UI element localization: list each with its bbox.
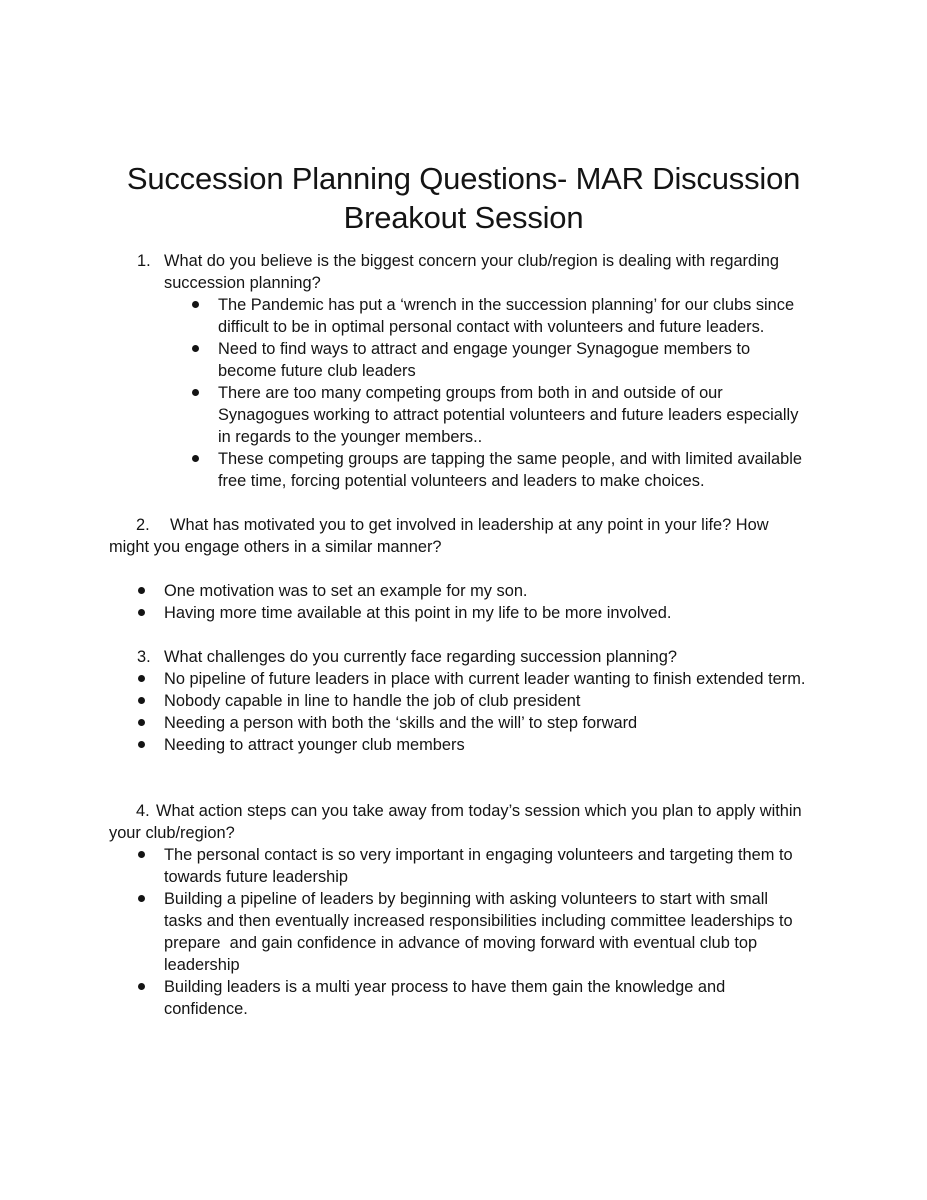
document-title (0, 159, 927, 237)
question-text: What action steps can you take away from today’s session which you plan to apply within (156, 802, 802, 820)
bullet-icon (138, 697, 145, 704)
bullet-text: Synagogues working to attract potential volunteers and future leaders especially (218, 406, 799, 424)
bullet-text: become future club leaders (218, 362, 416, 380)
bullet-icon (192, 301, 199, 308)
bullet-text: free time, forcing potential volunteers and leaders to make choices. (218, 472, 705, 490)
title-line: Breakout Session (343, 199, 584, 235)
question-number: 2. (136, 516, 150, 534)
bullet-text: in regards to the younger members.. (218, 428, 483, 446)
bullet-text: towards future leadership (164, 868, 349, 886)
bullet-icon (138, 587, 145, 594)
bullet-text: No pipeline of future leaders in place with current leader wanting to finish extended term. (164, 670, 806, 688)
bullet-text: There are too many competing groups from both in and outside of our (218, 384, 723, 402)
question-number: 3. (137, 648, 151, 666)
question-text: What has motivated you to get involved in leadership at any point in your life? How (170, 516, 769, 534)
bullet-text: prepare and gain confidence in advance of moving forward with eventual club top (164, 934, 758, 952)
question-number: 4. (136, 802, 150, 820)
question-number: 1. (137, 252, 151, 270)
bullet-icon (138, 851, 145, 858)
bullet-icon (138, 895, 145, 902)
bullet-icon (138, 983, 145, 990)
bullet-icon (138, 719, 145, 726)
question-text: What challenges do you currently face regarding succession planning? (164, 648, 677, 666)
bullet-icon (138, 741, 145, 748)
bullet-icon (138, 675, 145, 682)
bullet-text: confidence. (164, 1000, 248, 1018)
question-text: might you engage others in a similar manner? (109, 538, 442, 556)
question-text: What do you believe is the biggest concern your club/region is dealing with regarding (164, 252, 780, 270)
bullet-icon (192, 389, 199, 396)
bullet-text: leadership (164, 956, 240, 974)
question-text: succession planning? (164, 274, 321, 292)
bullet-text: Needing to attract younger club members (164, 736, 465, 754)
bullet-icon (138, 609, 145, 616)
bullet-text: Having more time available at this point in my life to be more involved. (164, 604, 672, 622)
bullet-text: difficult to be in optimal personal contact with volunteers and future leaders. (218, 318, 765, 336)
bullet-text: One motivation was to set an example for my son. (164, 582, 528, 600)
bullet-text: The Pandemic has put a ‘wrench in the succession planning’ for our clubs since (218, 296, 795, 314)
bullet-text: Building leaders is a multi year process to have them gain the knowledge and (164, 978, 726, 996)
bullet-icon (192, 345, 199, 352)
bullet-text: Need to find ways to attract and engage younger Synagogue members to (218, 340, 751, 358)
bullet-text: Needing a person with both the ‘skills and the will’ to step forward (164, 714, 638, 732)
bullet-icon (192, 455, 199, 462)
question-text: your club/region? (109, 824, 235, 842)
title-line: Succession Planning Questions- MAR Discussion (126, 160, 801, 196)
bullet-text: tasks and then eventually increased responsibilities including committee leaderships to (164, 912, 793, 930)
bullet-text: Building a pipeline of leaders by beginning with asking volunteers to start with small (164, 890, 769, 908)
bullet-text: Nobody capable in line to handle the job of club president (164, 692, 581, 710)
bullet-text: These competing groups are tapping the same people, and with limited available (218, 450, 803, 468)
bullet-text: The personal contact is so very important in engaging volunteers and targeting them to (164, 846, 793, 864)
